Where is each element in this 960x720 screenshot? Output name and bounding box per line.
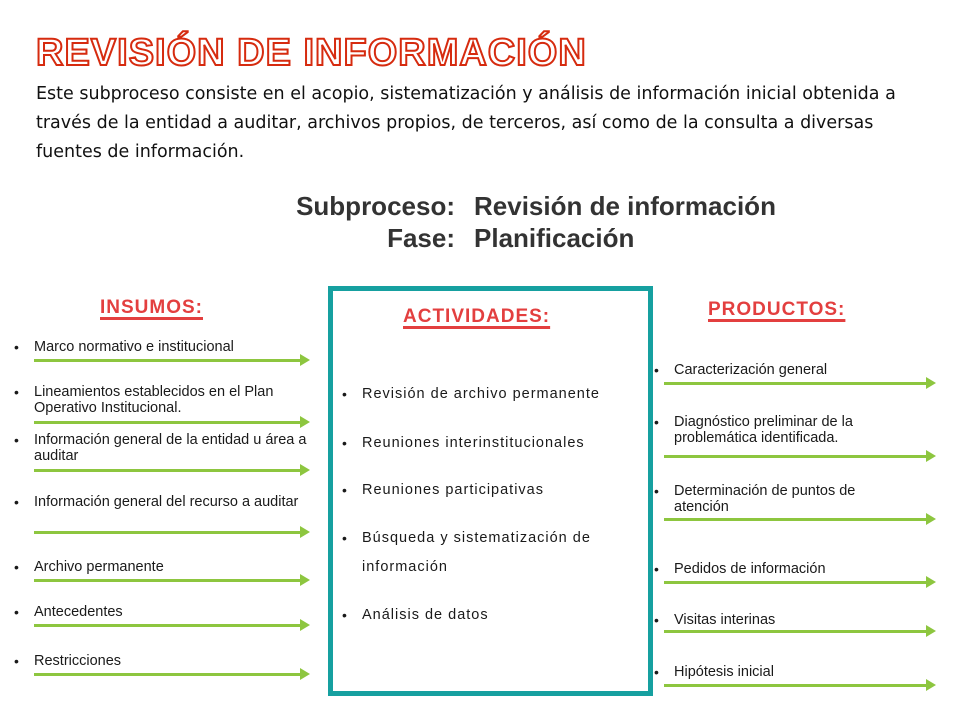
diagram-header-labels: [230, 190, 455, 254]
actividad-label: Revisión de archivo permanente: [362, 386, 600, 402]
producto-label: Pedidos de información: [674, 561, 826, 577]
producto-label: Determinación de puntos de atención: [674, 483, 856, 515]
diagram-header-values: [474, 190, 776, 254]
insumo-label: Información general del recurso a auditar: [34, 494, 299, 510]
arrow-icon: [34, 673, 302, 676]
insumo-label: Lineamientos establecidos en el Plan Operativo Institucional.: [34, 384, 274, 416]
bullet: •: [342, 530, 348, 546]
producto-label: Visitas interinas: [674, 612, 776, 628]
bullet: •: [654, 664, 659, 680]
insumo-label: Marco normativo e institucional: [34, 339, 234, 355]
slide-title: REVISIÓN DE INFORMACIÓN: [36, 32, 587, 74]
bullet: •: [14, 494, 19, 510]
arrow-icon: [664, 518, 928, 521]
arrow-icon: [34, 531, 302, 534]
arrow-icon: [664, 581, 928, 584]
bullet: •: [14, 384, 19, 400]
actividad-label: Reuniones participativas: [362, 482, 544, 498]
arrow-icon: [664, 684, 928, 687]
actividad-label: Análisis de datos: [362, 607, 489, 623]
bullet: •: [14, 339, 19, 355]
producto-label: Caracterización general: [674, 362, 828, 378]
bullet: •: [654, 561, 659, 577]
arrow-icon: [34, 579, 302, 582]
bullet: •: [342, 607, 348, 623]
actividades-heading: ACTIVIDADES:: [403, 306, 551, 327]
bullet: •: [342, 435, 348, 451]
insumo-label: Archivo permanente: [34, 559, 164, 575]
subprocess-label: Subproceso:: [296, 191, 455, 221]
insumo-label: Información general de la entidad u área a auditar: [34, 432, 307, 464]
insumo-label: Antecedentes: [34, 604, 123, 620]
insumos-heading: INSUMOS:: [100, 297, 203, 318]
arrow-icon: [34, 421, 302, 424]
bullet: •: [342, 386, 348, 402]
producto-label: Diagnóstico preliminar de la problemática identificada.: [674, 414, 853, 446]
arrow-icon: [664, 455, 928, 458]
bullet: •: [14, 559, 19, 575]
phase-value: Planificación: [474, 223, 635, 253]
bullet: •: [14, 604, 19, 620]
subprocess-value: Revisión de información: [474, 191, 776, 221]
intro-paragraph: Este subproceso consiste en el acopio, sistematización y análisis de información inicial obtenida a través de la entidad a auditar, archivos propios, de terceros, así como de la consulta a diversas fuentes de información.: [36, 84, 896, 162]
bullet: •: [14, 432, 19, 448]
productos-heading: PRODUCTOS:: [708, 299, 846, 320]
bullet: •: [14, 653, 19, 669]
actividad-label: Búsqueda y sistematización de información: [362, 530, 591, 575]
arrow-icon: [664, 382, 928, 385]
producto-label: Hipótesis inicial: [674, 664, 774, 680]
arrow-icon: [664, 630, 928, 633]
bullet: •: [342, 482, 348, 498]
arrow-icon: [34, 624, 302, 627]
bullet: •: [654, 362, 659, 378]
bullet: •: [654, 483, 659, 499]
insumo-label: Restricciones: [34, 653, 122, 669]
bullet: •: [654, 414, 659, 430]
arrow-icon: [34, 469, 302, 472]
phase-label: Fase:: [387, 223, 455, 253]
actividad-label: Reuniones interinstitucionales: [362, 435, 585, 451]
bullet: •: [654, 612, 659, 628]
arrow-icon: [34, 359, 302, 362]
